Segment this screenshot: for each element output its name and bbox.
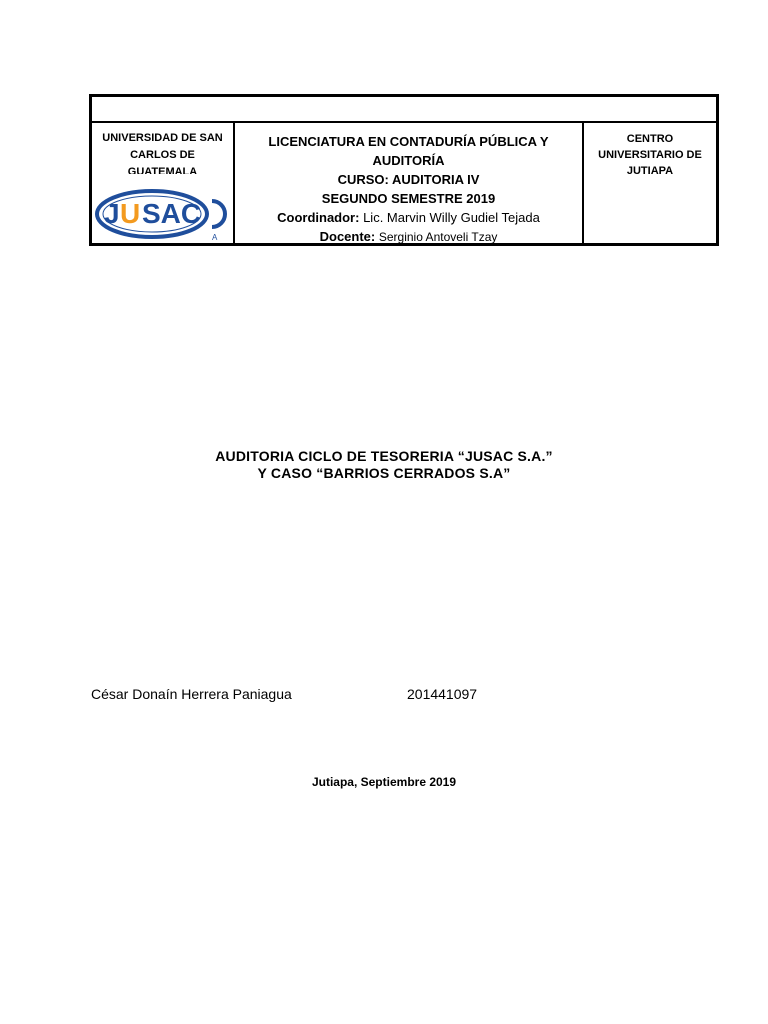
header-top-row — [92, 97, 716, 123]
svg-text:A: A — [212, 233, 218, 242]
course-name: CURSO: AUDITORIA IV — [337, 172, 480, 187]
program-title: LICENCIATURA EN CONTADURÍA PÚBLICA Y AUDITORÍA — [268, 134, 549, 168]
header-program-cell — [235, 123, 584, 243]
teacher-line — [241, 227, 576, 247]
place-date: Jutiapa, Septiembre 2019 — [311, 775, 457, 789]
title-line-2: Y CASO “BARRIOS CERRADOS S.A” — [257, 465, 511, 481]
header-table — [89, 94, 719, 246]
header-center-cell — [584, 123, 716, 243]
header-university-cell — [92, 123, 235, 243]
title-line-1: AUDITORIA CICLO DE TESORERIA “JUSAC S.A.” — [215, 448, 553, 464]
document-title — [0, 448, 768, 482]
teacher-label: Docente: — [319, 229, 376, 244]
teacher-name: Serginio Antoveli Tzay — [378, 230, 498, 244]
university-name: UNIVERSIDAD DE SAN CARLOS DE GUATEMALA — [102, 132, 223, 174]
coordinator-label: Coordinador: — [277, 210, 360, 225]
semester: SEGUNDO SEMESTRE 2019 — [321, 191, 496, 206]
student-id: 201441097 — [407, 686, 478, 702]
coordinator-line — [241, 208, 576, 227]
logo-letter-u: U — [120, 198, 141, 229]
logo-letter-j: J — [104, 198, 120, 229]
center-name: CENTRO UNIVERSITARIO DE JUTIAPA — [598, 133, 702, 177]
jusac-logo — [94, 185, 232, 243]
coordinator-name: Lic. Marvin Willy Gudiel Tejada — [363, 210, 540, 225]
logo-letters-sac: SAC — [142, 198, 202, 229]
student-name: César Donaín Herrera Paniagua — [91, 686, 292, 702]
